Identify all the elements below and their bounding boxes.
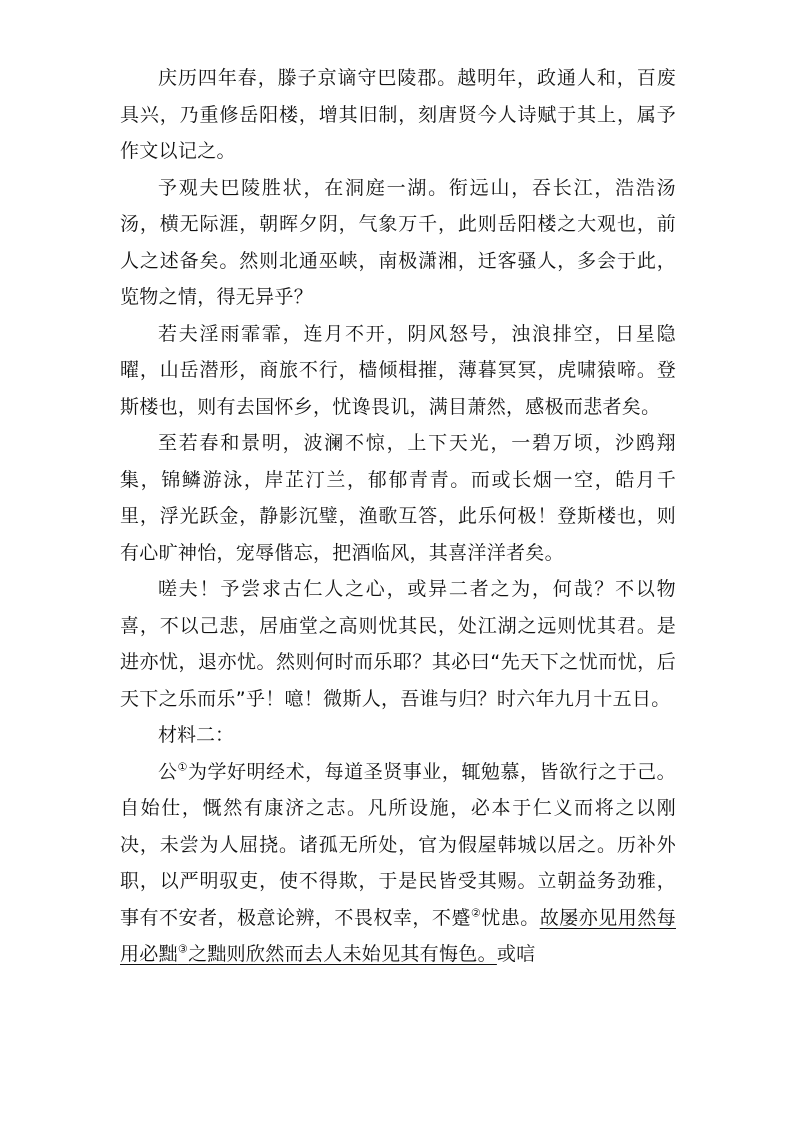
paragraph-3: 若夫淫雨霏霏，连月不开，阴风怒号，浊浪排空，日星隐曜，山岳潜形，商旅不行，樯倾楫摧，薄暮冥冥，虎啸猿啼。登斯楼也，则有去国怀乡，忧谗畏讥，满目萧然，感极而悲者矣。 (120, 322, 676, 418)
paragraph-5: 嗟夫！予尝求古仁人之心，或异二者之为，何哉？不以物喜，不以己悲，居庙堂之高则忧其民，处江湖之远则忧其君。是进亦忧，退亦忧。然则何时而乐耶？其必曰“先天下之忧而忧，后天下之乐而乐”乎！噫！微斯人，吾谁与归？时六年九月十五日。 (120, 578, 676, 710)
material-2-text-a: 公 (158, 760, 178, 783)
paragraph-2: 予观夫巴陵胜状，在洞庭一湖。衔远山，吞长江，浩浩汤汤，横无际涯，朝晖夕阴，气象万千，此则岳阳楼之大观也，前人之述备矣。然则北通巫峡，南极潇湘，迁客骚人，多会于此，览物之情，得无异乎？ (120, 176, 676, 308)
footnote-marker-1: ① (177, 760, 188, 774)
document-page (120, 60, 676, 973)
material-2-text-c: 忧患。 (481, 906, 540, 929)
paragraph-4: 至若春和景明，波澜不惊，上下天光，一碧万顷，沙鸥翔集，锦鳞游泳，岸芷汀兰，郁郁青青。而或长烟一空，皓月千里，浮光跃金，静影沉璧，渔歌互答，此乐何极！登斯楼也，则有心旷神怡，宠辱偕忘，把酒临风，其喜洋洋者矣。 (120, 432, 676, 564)
footnote-marker-2: ② (470, 906, 482, 920)
underlined-text-b: 之黜则欣然而去人未始见其有悔色。 (188, 943, 497, 965)
material-2-text-d: 或唁 (496, 943, 536, 965)
underlined-text-a: 故屡亦见用然每用必黜 (120, 906, 676, 965)
material-2-text-b: 为学好明经术，每道圣贤事业，辄勉慕，皆欲行之于己。自始仕，慨然有康济之志。凡所设施，必本于仁义而将之以刚决，未尝为人屈挠。诸孤无所处，官为假屋韩城以居之。历补外职，以严明驭吏，使不得欺，于是民皆受其赐。立朝益务劲雅，事有不安者，极意论辨，不畏权幸，不蹙 (120, 760, 676, 929)
material-2-paragraph (120, 754, 676, 973)
paragraph-1: 庆历四年春，滕子京谪守巴陵郡。越明年，政通人和，百废具兴，乃重修岳阳楼，增其旧制，刻唐贤今人诗赋于其上，属予作文以记之。 (120, 67, 676, 162)
material-2-heading: 材料二： (158, 724, 235, 746)
footnote-marker-3: ③ (177, 942, 189, 956)
